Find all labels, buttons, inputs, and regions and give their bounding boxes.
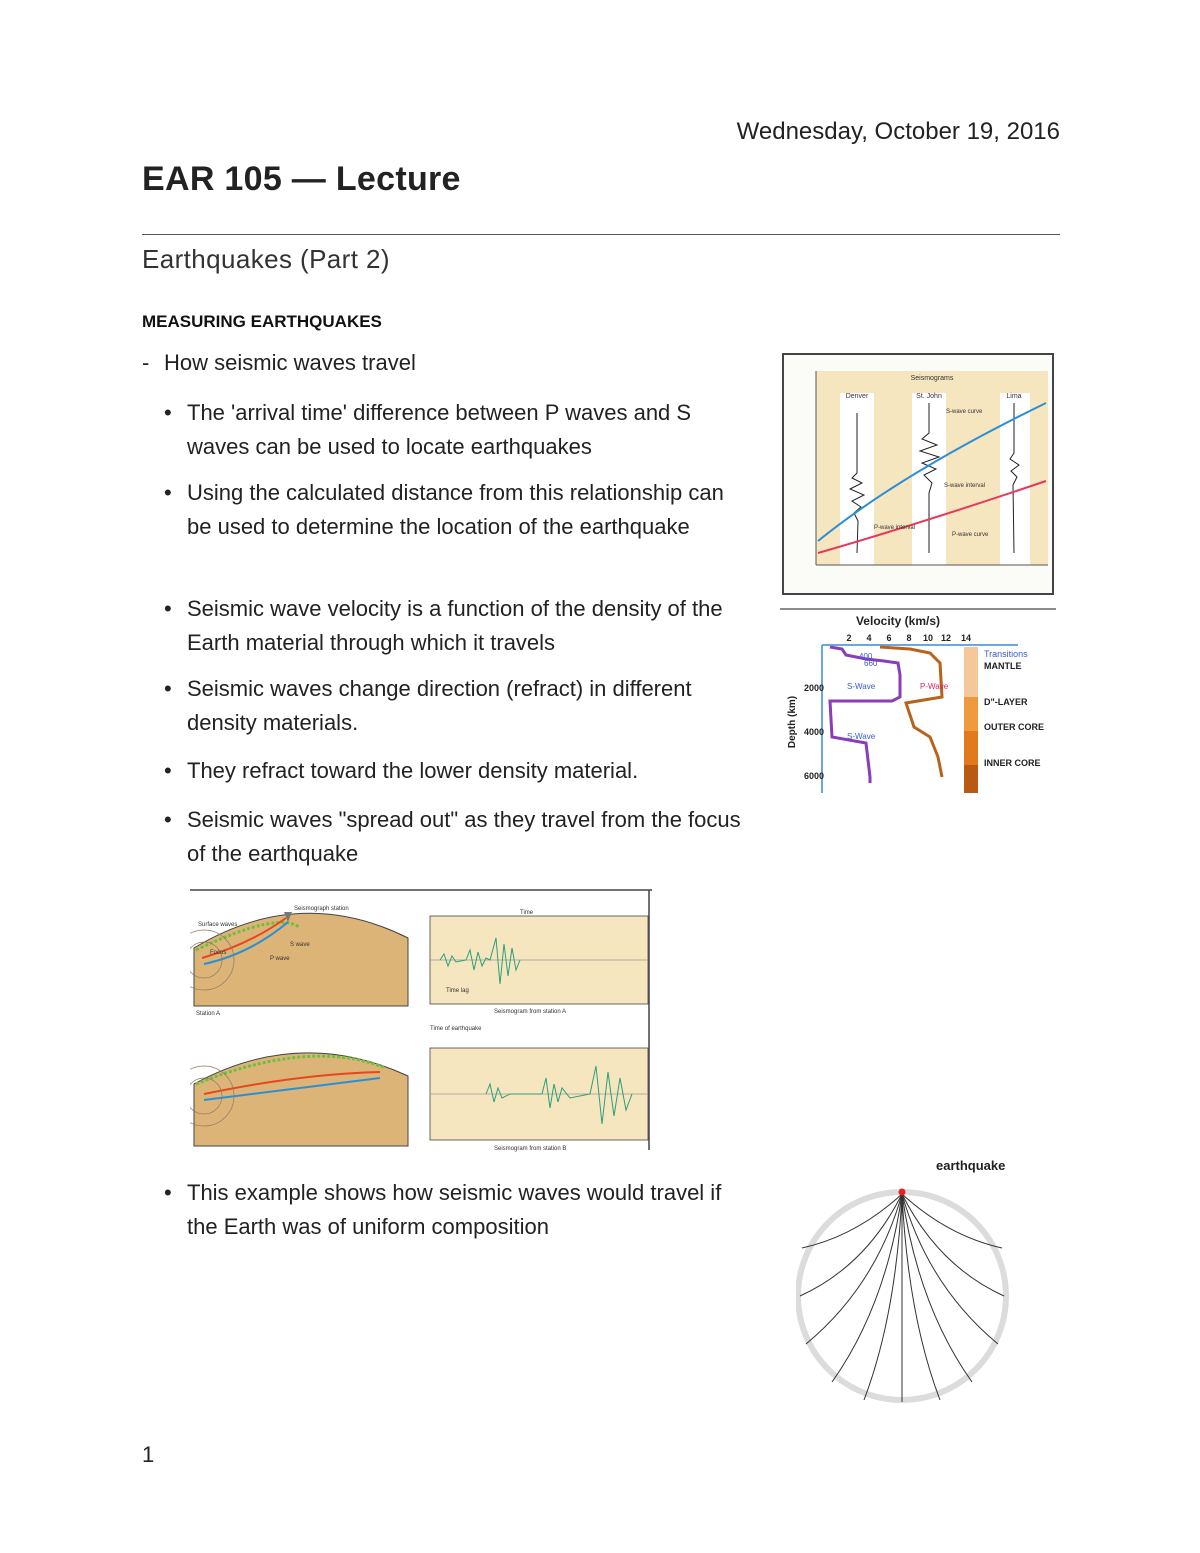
bullet-dot: • (164, 676, 172, 701)
x-tick: 14 (960, 633, 972, 643)
depth-tick-small: 400 (859, 652, 873, 661)
bullet-text: Using the calculated distance from this relationship can be used to determine the location of the earthquake (187, 480, 724, 539)
diagram-label: Seismogram from station A (494, 1009, 567, 1015)
bullet-item (164, 396, 744, 464)
bullet-dot: • (164, 400, 172, 425)
y-tick: 2000 (804, 683, 825, 693)
station-label: Denver (845, 393, 869, 400)
bullet-item (164, 592, 744, 660)
depth-tick-small: 660 (864, 659, 878, 668)
diagram-label: Surface waves (198, 922, 238, 928)
diagram-label: Seismogram from station B (494, 1146, 567, 1152)
station-label: St. John (916, 393, 942, 400)
seismogram-figure (782, 353, 1054, 595)
wave-label: S-Wave (847, 732, 876, 741)
bullet-item (164, 672, 744, 740)
bullet-dot: • (164, 480, 172, 505)
x-tick: 8 (906, 633, 912, 643)
page-subtitle: Earthquakes (Part 2) (142, 244, 390, 274)
bullet-dot: • (164, 758, 172, 783)
lecture-date: Wednesday, October 19, 2016 (736, 118, 1060, 145)
wave-label: S-Wave (847, 682, 876, 691)
layer-label: MANTLE (984, 661, 1022, 671)
curve-label: S-wave interval (944, 483, 986, 489)
x-tick: 10 (922, 633, 934, 643)
x-tick: 4 (866, 633, 872, 643)
dash-list-item (142, 350, 416, 376)
x-tick: 6 (886, 633, 892, 643)
dash-marker: - (142, 350, 150, 375)
page-number: 1 (142, 1442, 155, 1467)
depth-axis-label: Depth (km) (787, 695, 798, 749)
seismogram-header: Seismograms (910, 375, 954, 382)
layer-label: OUTER CORE (984, 722, 1045, 732)
bullet-item (164, 803, 744, 871)
bullet-text: Seismic waves "spread out" as they travel from the focus of the earthquake (187, 807, 741, 866)
diagram-label: Time (520, 910, 534, 916)
bullet-dot: • (164, 596, 172, 621)
diagram-label: Focus (210, 950, 227, 956)
x-tick: 12 (940, 633, 952, 643)
page-title: EAR 105 — Lecture (142, 160, 461, 198)
layer-label: D"-LAYER (984, 697, 1028, 707)
bullet-item (164, 476, 744, 544)
title-divider (142, 234, 1060, 235)
velocity-title: Velocity (km/s) (855, 614, 941, 628)
bullet-text: Seismic wave velocity is a function of the density of the Earth material through which it travels (187, 596, 723, 655)
arrival-time-figure (190, 888, 652, 1152)
velocity-depth-figure (780, 607, 1056, 797)
bullet-item (164, 754, 744, 788)
layer-label: Transitions (984, 649, 1028, 659)
layer-label: INNER CORE (984, 758, 1041, 768)
section-heading: MEASURING EARTHQUAKES (142, 312, 382, 331)
bullet-text: They refract toward the lower density material. (187, 758, 639, 783)
wave-label: P-Wave (920, 682, 949, 691)
diagram-label: S wave (290, 942, 310, 948)
diagram-label: Station A (196, 1011, 221, 1017)
curve-label: S-wave curve (946, 409, 983, 415)
diagram-label: Time of earthquake (430, 1026, 482, 1032)
diagram-label: Time lag (446, 988, 469, 994)
station-label: Lima (1006, 393, 1022, 400)
bullet-dot: • (164, 1180, 172, 1205)
diagram-label: Seismograph station (294, 906, 349, 912)
bullet-text: Seismic waves change direction (refract) in different density materials. (187, 676, 692, 735)
bullet-dot: • (164, 807, 172, 832)
y-tick: 6000 (804, 771, 825, 781)
dash-item-text: How seismic waves travel (164, 350, 416, 375)
bullet-text: This example shows how seismic waves would travel if the Earth was of uniform composition (187, 1180, 722, 1239)
uniform-earth-figure (796, 1156, 1018, 1408)
curve-label: P-wave interval (874, 525, 916, 531)
diagram-label: P wave (270, 956, 290, 962)
x-tick: 2 (846, 633, 852, 643)
bullet-text: The 'arrival time' difference between P waves and S waves can be used to locate earthquakes (187, 400, 692, 459)
bullet-item (164, 1176, 724, 1244)
earthquake-label: earthquake (936, 1158, 1006, 1173)
y-tick: 4000 (804, 727, 825, 737)
curve-label: P-wave curve (952, 532, 989, 538)
epicenter-dot (899, 1189, 906, 1196)
